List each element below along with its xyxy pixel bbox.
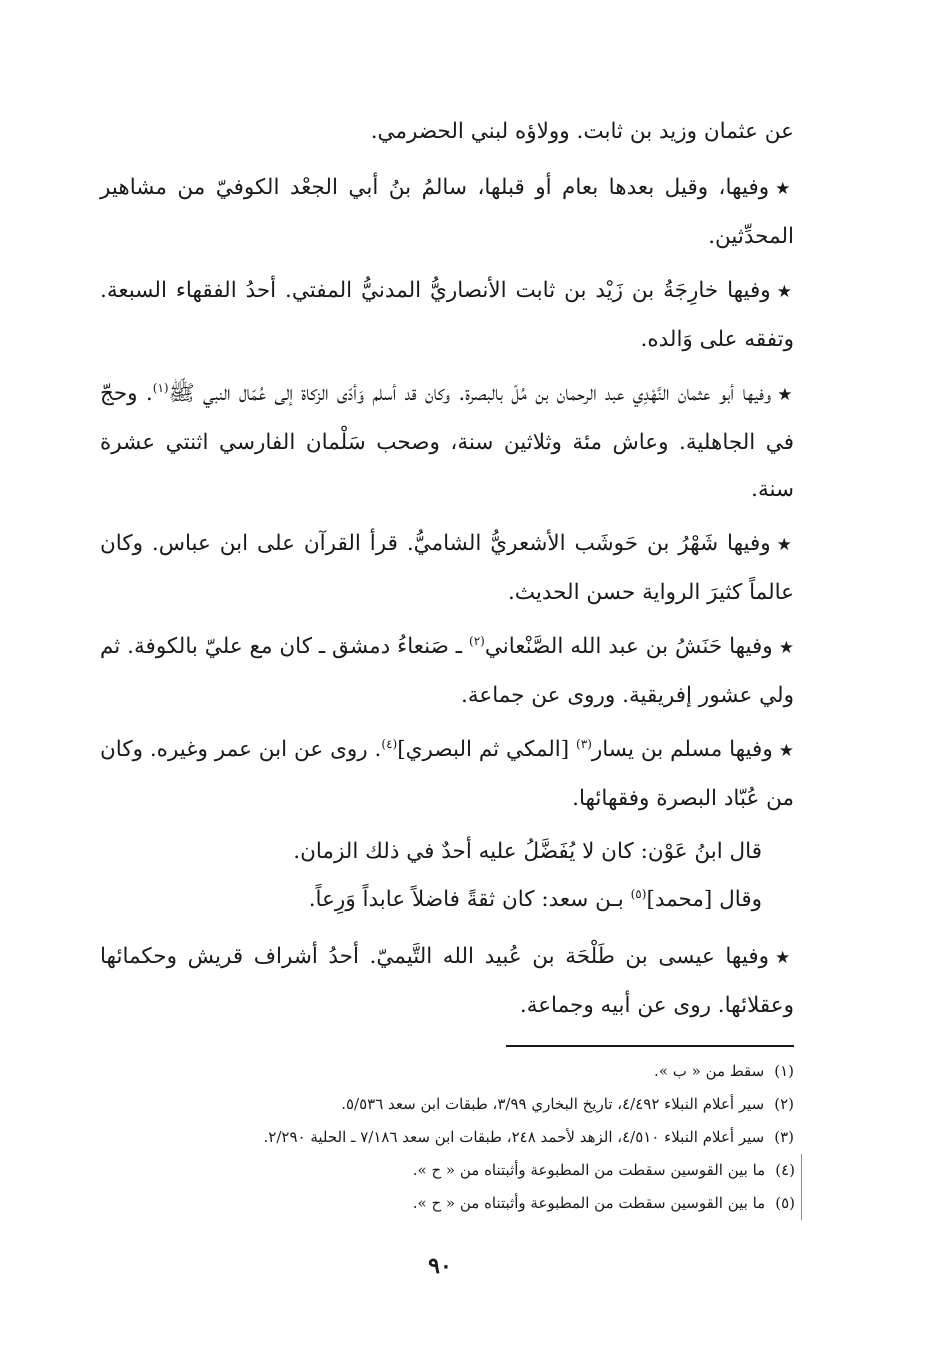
paragraph-text: ـ صَنعاءُ دمشق ـ كان مع عليّ بالكوفة. ثم ولي عشور إفريقية. وروى عن جماعة. — [100, 634, 794, 708]
footnote-5 — [100, 1187, 802, 1220]
footnote-number: (١) — [774, 1062, 794, 1080]
quote-2 — [100, 877, 762, 923]
footnote-number: (٥) — [775, 1194, 795, 1212]
paragraph-text: . روى عن ابن عمر وغيره. وكان من عُبّاد البصرة وفقهائها. — [100, 737, 794, 811]
footnote-number: (٣) — [774, 1128, 794, 1146]
star-icon: ★ — [776, 535, 794, 555]
page-body — [100, 108, 794, 1220]
footnote-ref-5[interactable]: (٥) — [630, 886, 647, 901]
footnote-3 — [100, 1121, 794, 1154]
footnote-text: سير أعلام النبلاء ٤/٥١٠، الزهد لأحمد ٢٤٨، طبقات ابن سعد ٧/١٨٦ ـ الحلية ٢/٢٩٠. — [263, 1128, 765, 1146]
footnote-4 — [100, 1154, 802, 1187]
paragraph-2 — [100, 164, 794, 260]
paragraph-text: وفيها خارِجَةُ بن زَيْد بن ثابت الأنصاريُّ المدنيُّ المفتي. أحدُ الفقهاء السبعة. وتفقه على وَالده. — [100, 278, 794, 352]
paragraph-1 — [100, 108, 794, 155]
paragraph-6 — [100, 623, 794, 719]
paragraph-4 — [100, 370, 794, 513]
star-icon: ★ — [776, 282, 794, 302]
footnotes — [100, 1055, 794, 1220]
footnote-ref-3[interactable]: (٣) — [576, 736, 592, 751]
paragraph-text: . وحجّ في الجاهلية. وعاش مئة وثلاثين سنة، وصحب سَلْمان الفارسي اثنتي عشرة سنة. — [100, 381, 794, 502]
star-icon: ★ — [777, 385, 794, 405]
paragraph-3 — [100, 267, 794, 363]
footnote-text: سقط من « ب ». — [654, 1062, 765, 1080]
footnote-2 — [100, 1088, 794, 1121]
footnote-number: (٤) — [775, 1161, 795, 1179]
paragraph-5 — [100, 520, 794, 616]
footnote-ref-1[interactable]: (١) — [152, 380, 169, 395]
paragraph-text: عن عثمان وزيد بن ثابت. وولاؤه لبني الحضرمي. — [370, 119, 794, 144]
paragraph-7 — [100, 726, 794, 822]
paragraph-text: وفيها أبو عثمان النَّهْدِي عبد الرحمان بن مُلّ بالبصرة. وكان قد أسلم وَأدّى الزكاة إلى عُمّال النبي ﷺ — [168, 381, 772, 406]
star-icon: ★ — [778, 741, 794, 761]
footnote-ref-4[interactable]: (٤) — [381, 736, 398, 751]
footnote-divider — [506, 1045, 794, 1047]
paragraph-text: وفيها حَنَشُ بن عبد الله الصَّنْعاني — [484, 634, 773, 659]
quote-1 — [100, 829, 762, 875]
footnote-text: ما بين القوسين سقطت من المطبوعة وأثبتناه من « ح ». — [412, 1161, 766, 1179]
paragraph-text: وفيها شَهْرُ بن حَوشَب الأشعريُّ الشاميُّ. قرأ القرآن على ابن عباس. وكان عالماً كثيرَ الرواية حسن الحديث. — [100, 531, 794, 605]
quote-text: وقال [محمد] — [646, 887, 762, 912]
quote-text: قال ابنُ عَوْن: كان لا يُفَضَّلُ عليه أحدٌ في ذلك الزمان. — [293, 839, 762, 864]
star-icon: ★ — [778, 638, 795, 658]
paragraph-8 — [100, 933, 794, 1029]
quote-text: بـن سعد: كان ثقةً فاضلاً عابداً وَرِعاً. — [308, 887, 631, 912]
footnote-1 — [100, 1055, 794, 1088]
paragraph-text: [المكي ثم البصري] — [397, 737, 577, 762]
footnote-number: (٢) — [774, 1095, 794, 1113]
page-number: ٩٠ — [428, 1253, 452, 1279]
paragraph-text: وفيها عيسى بن طَلْحَة بن عُبيد الله التَّيميّ. أحدُ أشراف قريش وحكمائها وعقلائها. روى عن أبيه وجماعة. — [100, 944, 794, 1018]
footnote-text: ما بين القوسين سقطت من المطبوعة وأثبتناه من « ح ». — [412, 1194, 766, 1212]
star-icon: ★ — [774, 948, 794, 968]
footnote-text: سير أعلام النبلاء ٤/٤٩٢، تاريخ البخاري ٣/٩٩، طبقات ابن سعد ٥/٥٣٦. — [341, 1095, 765, 1113]
paragraph-text: وفيها مسلم بن يسار — [591, 737, 773, 762]
footnote-ref-2[interactable]: (٢) — [469, 633, 485, 648]
star-icon: ★ — [775, 179, 794, 199]
paragraph-text: وفيها، وقيل بعدها بعام أو قبلها، سالمُ بنُ أبي الجعْد الكوفيّ من مشاهير المحدِّثين. — [100, 175, 794, 249]
